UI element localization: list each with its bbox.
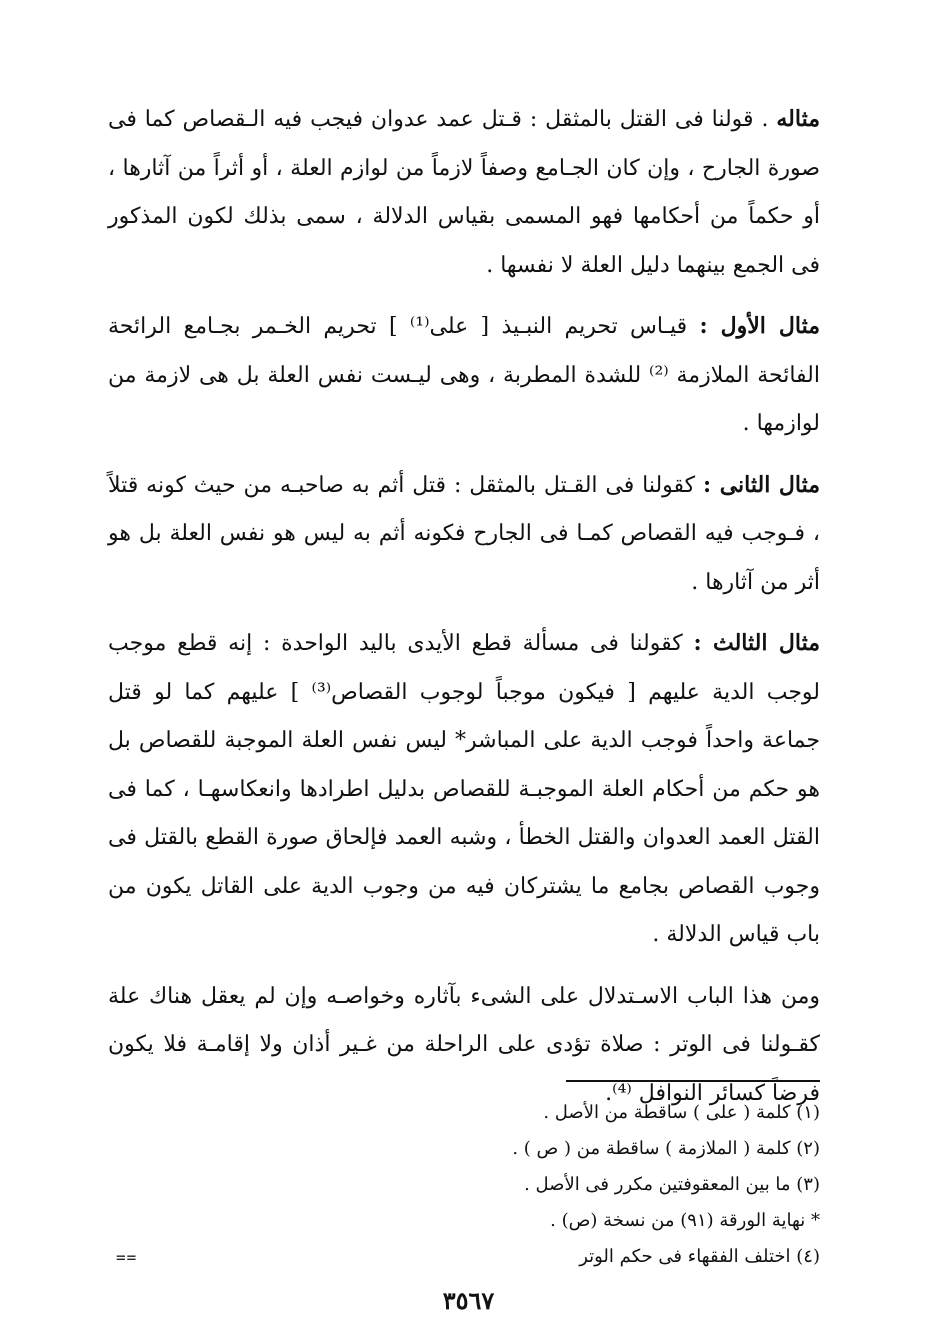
paragraph-body: ومن هذا الباب الاسـتدلال على الشىء بآثاره وخواصـه وإن لم يعقل هناك علة كقـولنا فى الوتر : صلاة تؤدى على الراحلة من غـير أذان ولا إقامـة فلا يكون فرضاً كسائر النوافل ⁽⁴⁾. xyxy=(108,983,820,1106)
paragraph-body: كقولنا فى القـتل بالمثقل : قتل أثم به صاحبـه من حيث كونه قتلاً ، فـوجب فيه القصاص كمـا فى الجارح فكونه أثم به ليس هو نفس العلة بل هو أثر من آثارها . xyxy=(108,472,820,595)
footnote-divider xyxy=(566,1080,820,1082)
paragraph-first-example xyxy=(108,302,820,449)
paragraph-third-example xyxy=(108,619,820,960)
page-number: ٣٥٦٧ xyxy=(442,1286,495,1315)
paragraph-body: كقولنا فى مسألة قطع الأيدى باليد الواحدة : إنه قطع موجب لوجب الدية عليهم [ فيكون موجباً لوجوب القصاص⁽³⁾ ] عليهم كما لو قتل جماعة واحداً فوجب الدية على المباشر* ليس نفس العلة الموجبة للقصاص بل هو حكم من أحكام العلة الموجبـة للقصاص بدليل اطرادها وانعكاسهـا ، كما فى القتل العمد العدوان والقتل الخطأ ، وشبه العمد فإلحاق صورة القطع بالقتل فى وجوب القصاص بجامع ما يشتركان فيه من وجوب الدية على القاتل يكون من باب قياس الدلالة . xyxy=(108,631,820,947)
paragraph-lead: مثال الأول : xyxy=(699,313,820,339)
paragraph-lead: مثال الثانى : xyxy=(703,471,820,498)
footnote-4: (٤) اختلف الفقهاء فى حكم الوتر xyxy=(579,1246,820,1267)
paragraph-body: قيـاس تحريم النبـيذ [ على⁽¹⁾ ] تحريم الخـمر بجـامع الرائحة الفائحة الملازمة ⁽²⁾ للشدة المطربة ، وهى ليـست نفس العلة بل هى لازمة من لوازمها . xyxy=(108,314,820,436)
paragraph-example-intro xyxy=(108,95,820,290)
footnotes xyxy=(300,1095,820,1275)
footnote-folio-note: * نهاية الورقة (٩١) من نسخة (ص) . xyxy=(550,1210,820,1231)
paragraph-second-example xyxy=(108,461,820,608)
continuation-mark: == xyxy=(116,1248,138,1267)
footnote-2: (٢) كلمة ( الملازمة ) ساقطة من ( ص ) . xyxy=(512,1138,820,1159)
paragraph-lead: مثال الثالث : xyxy=(693,630,820,656)
footnote-3: (٣) ما بين المعقوفتين مكرر فى الأصل . xyxy=(524,1174,820,1195)
paragraph-lead: مثاله xyxy=(776,106,820,132)
main-text xyxy=(108,95,820,1130)
paragraph-body: . قولنا فى القتل بالمثقل : قـتل عمد عدوان فيجب فيه الـقصاص كما فى صورة الجارح ، وإن كان الجـامع وصفاً لازماً من لوازم العلة ، أو أثراً من آثارها ، أو حكماً من أحكامها فهو المسمى بقياس الدلالة ، سمى بذلك لكون المذكور فى الجمع بينهما دليل العلة لا نفسها . xyxy=(108,107,820,278)
footnote-1: (١) كلمة ( على ) ساقطة من الأصل . xyxy=(543,1102,820,1123)
